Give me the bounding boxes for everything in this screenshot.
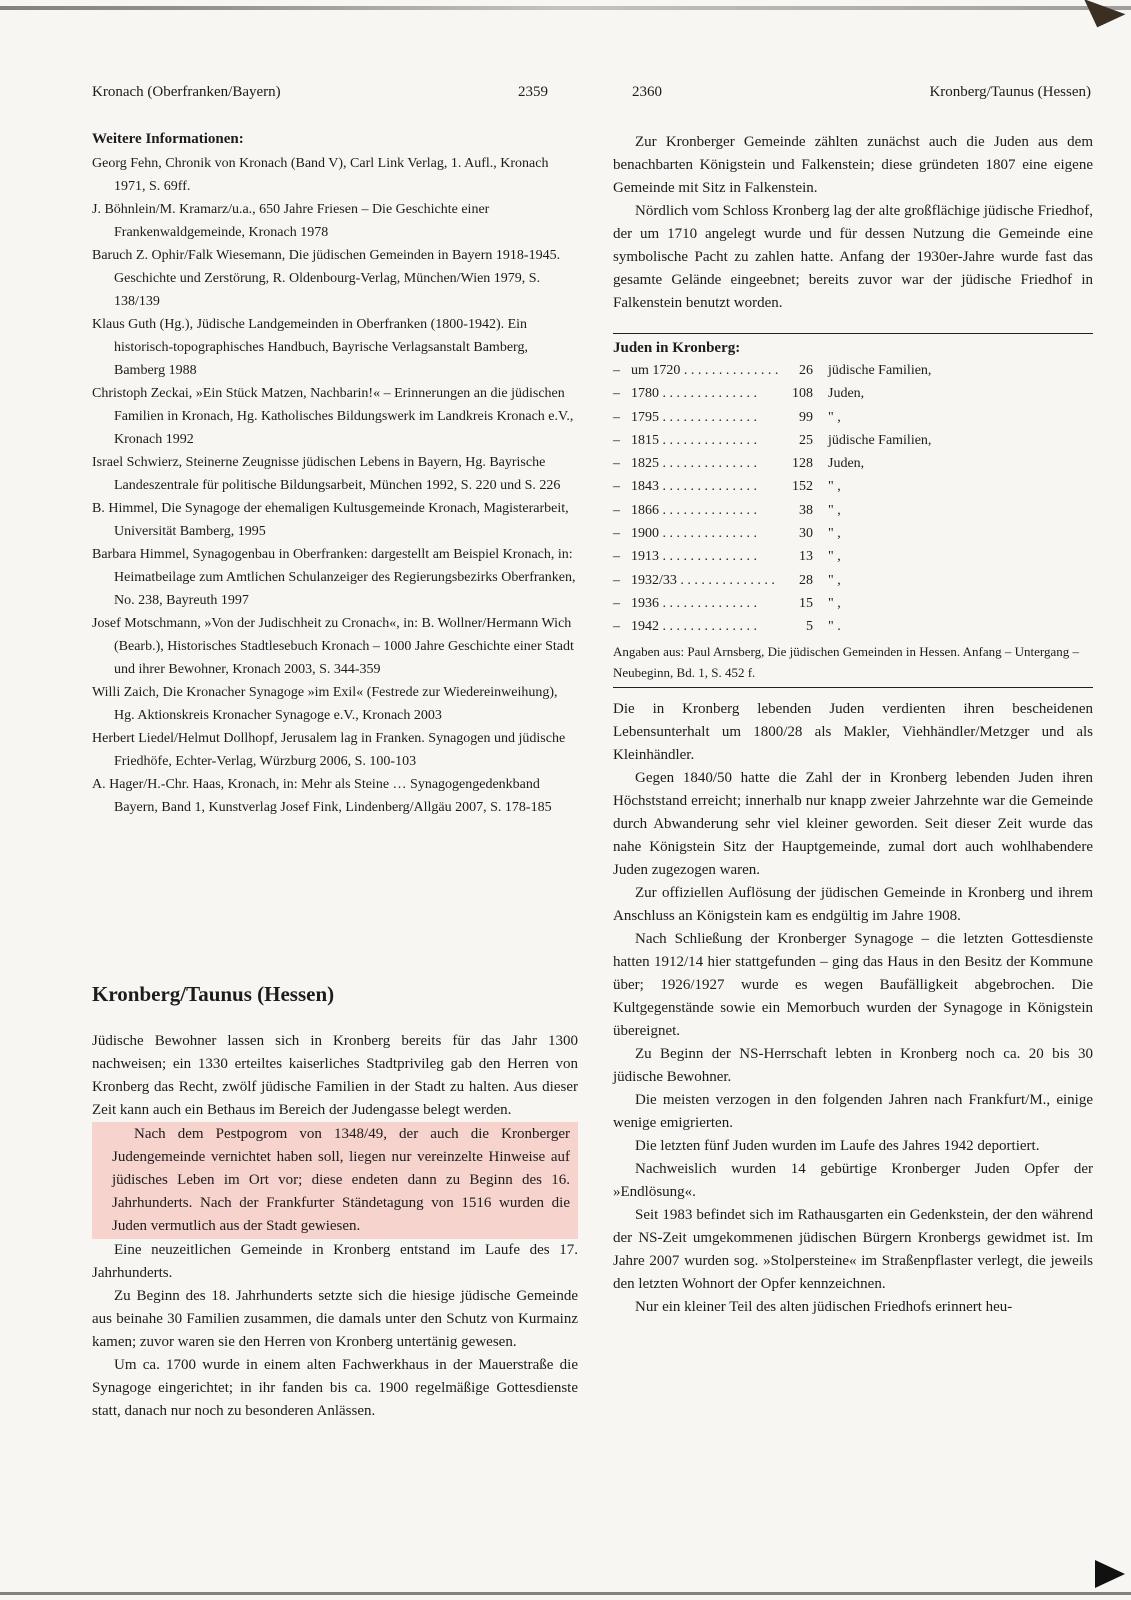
row-dash: – [613,386,620,402]
reference-item: Willi Zaich, Die Kronacher Synagoge »im Exil« (Festrede zur Wiedereinweihung), Hg. Aktionskreis Kronacher Synagoge e.V., Kronach 2003 [92,685,558,723]
table-row [613,382,1093,405]
running-header-right: Kronberg/Taunus (Hessen) [929,84,1091,100]
reference-item: A. Hager/H.-Chr. Haas, Kronach, in: Mehr als Steine … Synagogengedenkband Bayern, Band 1, Kunstverlag Josef Fink, Lindenberg/Allgäu 2007, S. 178-185 [92,777,552,815]
row-dash: – [613,479,620,495]
table-row [613,475,1093,498]
row-year: 1815 . . . . . . . . . . . . . . [631,432,757,448]
row-count: 5 [806,619,813,635]
row-dash: – [613,502,620,518]
body-paragraph: Eine neuzeitlichen Gemeinde in Kronberg entstand im Laufe des 17. Jahrhunderts. [92,1242,578,1281]
reference-item: Josef Motschmann, »Von der Judischheit zu Cronach«, in: B. Wollner/Hermann Wich (Bearb.), Historisches Stadtlesebuch Kronach – 1000 Jahre Geschichte einer Stadt und ihrer Bewohner, Kronach 2003, S. 344-359 [92,616,574,677]
row-count: 26 [799,363,813,378]
row-count: 152 [792,479,813,495]
row-dash: – [613,572,620,588]
row-unit: Juden, [828,386,865,402]
row-unit: jüdische Familien, [828,363,932,378]
row-count: 15 [799,595,813,611]
row-dash: – [613,619,620,635]
right-column [613,131,1093,1319]
page-number-left: 2359 [518,84,548,100]
table-row [613,359,1093,382]
row-year: um 1720 . . . . . . . . . . . . . . [631,363,779,378]
body-paragraph: Nachweislich wurden 14 gebürtige Kronberger Juden Opfer der »Endlösung«. [613,1160,1093,1200]
row-dash: – [613,432,620,448]
row-count: 128 [792,456,813,472]
row-unit: " , [828,526,841,542]
highlighted-paragraph: Nach dem Pestpogrom von 1348/49, der auch die Kronberger Judengemeinde vernichtet haben soll, liegen nur vereinzelte Hinweise auf jüdisches Leben im Ort vor; diese endeten dann zu Beginn des 16. Jahrhunderts. Nach der Frankfurter Ständetagung von 1516 wurden die Juden vermutlich aus der Stadt gewiesen. [92,1122,578,1239]
table-row [613,592,1093,615]
table-row [613,429,1093,452]
table-row [613,522,1093,545]
row-year: 1932/33 . . . . . . . . . . . . . . [631,572,775,588]
body-paragraph: Gegen 1840/50 hatte die Zahl der in Kronberg lebenden Juden ihren Höchststand erreicht; innerhalb nur knapp zweier Jahrzehnte war die Gemeinde durch Abwanderung sehr viel kleiner geworden. Seit dieser Zeit wurde das nahe Königstein Sitz der Hauptgemeinde, zumal dort auch wohlhabendere Juden zugezogen waren. [613,769,1093,878]
reference-item: Herbert Liedel/Helmut Dollhopf, Jerusalem lag in Franken. Synagogen und jüdische Friedhöfe, Echter-Verlag, Würzburg 2006, S. 100-103 [92,731,566,769]
page-number-right: 2360 [632,84,662,100]
row-year: 1843 . . . . . . . . . . . . . . [631,479,757,495]
row-dash: – [613,549,620,565]
row-year: 1942 . . . . . . . . . . . . . . [631,619,757,635]
body-paragraph: Nur ein kleiner Teil des alten jüdischen Friedhofs erinnert heu- [635,1298,1013,1315]
table-row [613,545,1093,568]
body-paragraph: Seit 1983 befindet sich im Rathausgarten ein Gedenkstein, der den während der NS-Zeit umgekommenen jüdischen Bürgern Kronbergs gewidmet ist. Im Jahre 2007 wurden sog. »Stolpersteine« im Straßenpflaster verlegt, die jeweils den letzten Wohnort der Opfer kennzeichnen. [613,1206,1093,1292]
row-year: 1825 . . . . . . . . . . . . . . [631,456,757,472]
body-paragraph: Die in Kronberg lebenden Juden verdienten ihren bescheidenen Lebensunterhalt um 1800/28 als Makler, Viehhändler/Metzger und als Kleinhändler. [613,700,1093,763]
body-paragraph: Zu Beginn des 18. Jahrhunderts setzte sich die hiesige jüdische Gemeinde aus beinahe 30 Familien zusammen, die damals unter den Schutz von Kurmainz kamen; zuvor waren sie den Herren von Kronberg untertänig gewesen. [92,1288,578,1350]
row-unit: " , [828,549,841,565]
row-year: 1900 . . . . . . . . . . . . . . [631,526,757,542]
row-unit: " , [828,409,841,425]
reference-item: Christoph Zeckai, »Ein Stück Matzen, Nachbarin!« – Erinnerungen an die jüdischen Familien in Kronach, Hg. Katholisches Bildungswerk im Landkreis Kronach e.V., Kronach 1992 [92,386,574,447]
page-corner-mark-bottom [1095,1560,1125,1588]
reference-item: Baruch Z. Ophir/Falk Wiesemann, Die jüdischen Gemeinden in Bayern 1918-1945. Geschichte und Zerstörung, R. Oldenbourg-Verlag, München/Wien 1979, S. 138/139 [92,248,561,309]
body-paragraph: Nach Schließung der Kronberger Synagoge – die letzten Gottesdienste hatten 1912/14 hier stattgefunden – ging das Haus in den Besitz der Kommune über; 1926/1927 wurde es wegen Baufälligkeit abgebrochen. Die Kultgegenstände sowie ein Memorbuch wurden der Synagoge in Königstein übereignet. [613,930,1093,1039]
running-header-left: Kronach (Oberfranken/Bayern) [92,84,281,100]
row-unit: " . [828,619,841,635]
reference-item: B. Himmel, Die Synagoge der ehemaligen Kultusgemeinde Kronach, Magisterarbeit, Universität Bamberg, 1995 [92,501,569,539]
row-count: 13 [799,549,813,565]
table-row [613,569,1093,592]
body-paragraph: Die letzten fünf Juden wurden im Laufe des Jahres 1942 deportiert. [635,1137,1040,1154]
table-source: Angaben aus: Paul Arnsberg, Die jüdischen Gemeinden in Hessen. Anfang – Untergang – Neubeginn, Bd. 1, S. 452 f. [613,643,1079,680]
row-count: 30 [799,526,813,542]
body-paragraph: Nördlich vom Schloss Kronberg lag der alte großflächige jüdische Friedhof, der um 1710 angelegt wurde und für dessen Nutzung die Gemeinde eine symbolische Pacht zu zahlen hatte. Anfang der 1930er-Jahre wurde fast das gesamte Gelände eingeebnet; bereits zuvor war der jüdische Friedhof in Falkenstein benutzt worden. [613,203,1093,311]
body-paragraph: Jüdische Bewohner lassen sich in Kronberg bereits für das Jahr 1300 nachweisen; ein 1330 erteiltes kaiserliches Stadtprivileg gab den Herren von Kronberg das Recht, zwölf jüdische Familien in der Stadt zu halten. Aus dieser Zeit kann auch ein Bethaus im Bereich der Judengasse belegt werden. [92,1033,578,1118]
row-dash: – [613,595,620,611]
row-count: 38 [799,502,813,518]
section-body-left [92,1030,578,1423]
reference-item: Israel Schwierz, Steinerne Zeugnisse jüdischen Lebens in Bayern, Hg. Bayrische Landeszentrale für politische Bildungsarbeit, München 1992, S. 220 und S. 226 [92,455,561,493]
row-count: 99 [799,409,813,425]
row-unit: " , [828,502,841,518]
row-unit: " , [828,595,841,611]
table-row [613,615,1093,638]
body-paragraph: Zur offiziellen Auflösung der jüdischen Gemeinde in Kronberg und ihrem Anschluss an Königstein kam es endgültig im Jahre 1908. [613,884,1093,924]
table-row [613,452,1093,475]
section-heading: Kronberg/Taunus (Hessen) [92,982,335,1006]
body-paragraph: Zur Kronberger Gemeinde zählten zunächst auch die Juden aus dem benachbarten Königstein und Falkenstein; diese gründeten 1807 eine eigene Gemeinde mit Sitz in Falkenstein. [613,134,1093,196]
table-title: Juden in Kronberg: [613,340,741,356]
reference-item: Barbara Himmel, Synagogenbau in Oberfranken: dargestellt am Beispiel Kronach, in: Heimatbeilage zum Amtlichen Schulanzeiger des Regierungsbezirks Oberfranken, No. 238, Bayreuth 1997 [92,547,576,608]
row-unit: " , [828,572,841,588]
body-paragraph: Zu Beginn der NS-Herrschaft lebten in Kronberg noch ca. 20 bis 30 jüdische Bewohner. [613,1045,1093,1085]
reference-item: J. Böhnlein/M. Kramarz/u.a., 650 Jahre Friesen – Die Geschichte einer Frankenwaldgemeinde, Kronach 1978 [92,202,490,240]
row-count: 25 [799,432,813,448]
row-year: 1780 . . . . . . . . . . . . . . [631,386,757,402]
row-year: 1795 . . . . . . . . . . . . . . [631,409,757,425]
scan-bottom-edge [0,1592,1131,1595]
body-paragraph: Um ca. 1700 wurde in einem alten Fachwerkhaus in der Mauerstraße die Synagoge eingerichtet; in ihr fanden bis ca. 1900 regelmäßige Gottesdienste statt, danach nur noch zu besonderen Anlässen. [92,1357,578,1419]
row-year: 1866 . . . . . . . . . . . . . . [631,502,757,518]
reference-item: Klaus Guth (Hg.), Jüdische Landgemeinden in Oberfranken (1800-1942). Ein historisch-topographisches Handbuch, Bayrische Verlagsanstalt Bamberg, Bamberg 1988 [92,317,528,378]
references-title: Weitere Informationen: [92,131,244,147]
row-count: 28 [799,572,813,588]
reference-item: Georg Fehn, Chronik von Kronach (Band V), Carl Link Verlag, 1. Aufl., Kronach 1971, S. 69ff. [92,156,549,194]
row-dash: – [613,526,620,542]
row-dash: – [613,456,620,472]
row-dash: – [613,363,620,378]
table-row [613,499,1093,522]
row-year: 1913 . . . . . . . . . . . . . . [631,549,757,565]
references-block [92,131,578,819]
scan-top-edge [0,6,1131,10]
population-table [613,334,1093,683]
row-unit: jüdische Familien, [828,432,932,448]
table-bottom-rule [613,687,1093,688]
table-row [613,406,1093,429]
row-unit: " , [828,479,841,495]
row-dash: – [613,409,620,425]
row-year: 1936 . . . . . . . . . . . . . . [631,595,757,611]
row-count: 108 [792,386,813,402]
row-unit: Juden, [828,456,865,472]
body-paragraph: Die meisten verzogen in den folgenden Jahren nach Frankfurt/M., einige wenige emigrierten. [613,1091,1093,1131]
